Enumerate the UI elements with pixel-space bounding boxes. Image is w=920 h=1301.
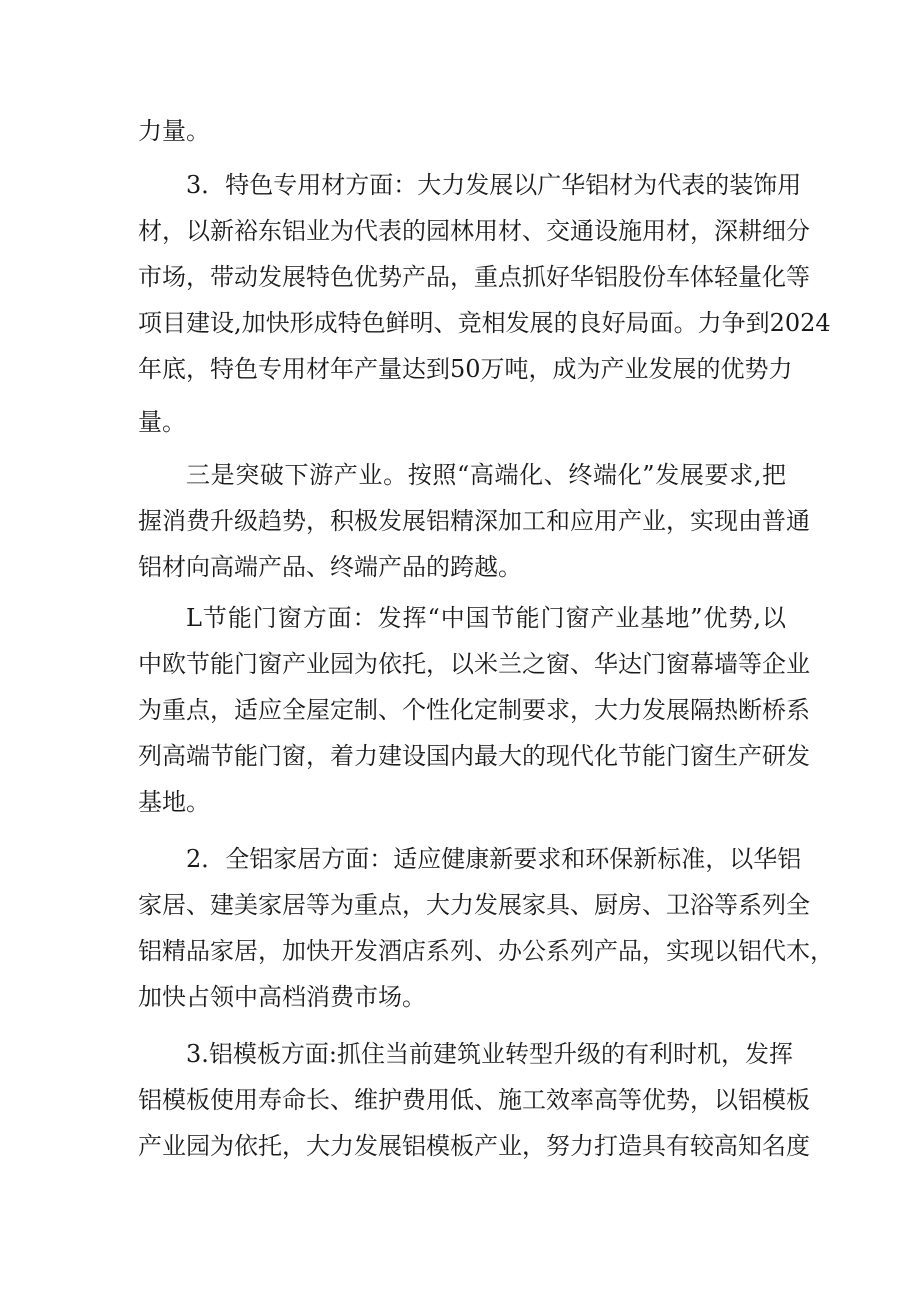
text-line: 3．特色专用材方面：大力发展以广华铝材为代表的装饰用 [186, 171, 802, 199]
text-line: 铝模板使用寿命长、维护费用低、施工效率高等优势，以铝模板 [138, 1086, 810, 1114]
text-line: 产业园为依托，大力发展铝模板产业，努力打造具有较高知名度 [138, 1132, 810, 1160]
text-line: 力量。 [138, 117, 210, 145]
text-line: 握消费升级趋势，积极发展铝精深加工和应用产业，实现由普通 [138, 507, 810, 535]
text-line: 中欧节能门窗产业园为依托，以米兰之窗、华达门窗幕墙等企业 [138, 650, 810, 678]
text-line: 年底，特色专用材年产量达到50万吨，成为产业发展的优势力 [138, 355, 793, 383]
text-line: 铝材向高端产品、终端产品的跨越。 [138, 553, 522, 581]
text-line: 市场，带动发展特色优势产品，重点抓好华铝股份车体轻量化等 [138, 263, 810, 291]
text-line: 项目建设,加快形成特色鲜明、竞相发展的良好局面。力争到2024 [138, 309, 831, 337]
text-line: 3.铝模板方面:抓住当前建筑业转型升级的有利时机，发挥 [186, 1040, 793, 1068]
text-line: 量。 [138, 408, 186, 436]
text-line: 基地。 [138, 788, 210, 816]
text-line: 2．全铝家居方面：适应健康新要求和环保新标准，以华铝 [186, 845, 802, 873]
text-line: 为重点，适应全屋定制、个性化定制要求，大力发展隔热断桥系 [138, 696, 810, 724]
text-line: 材，以新裕东铝业为代表的园林用材、交通设施用材，深耕细分 [138, 217, 810, 245]
text-line: 列高端节能门窗，着力建设国内最大的现代化节能门窗生产研发 [138, 742, 810, 770]
text-line: 家居、建美家居等为重点，大力发展家具、厨房、卫浴等系列全 [138, 891, 810, 919]
text-line: 三是突破下游产业。按照“高端化、终端化”发展要求,把 [186, 461, 786, 489]
text-line: L节能门窗方面：发挥“中国节能门窗产业基地”优势,以 [186, 604, 786, 632]
text-line: 加快占领中高档消费市场。 [138, 983, 426, 1011]
text-line: 铝精品家居，加快开发酒店系列、办公系列产品，实现以铝代木， [138, 937, 834, 965]
